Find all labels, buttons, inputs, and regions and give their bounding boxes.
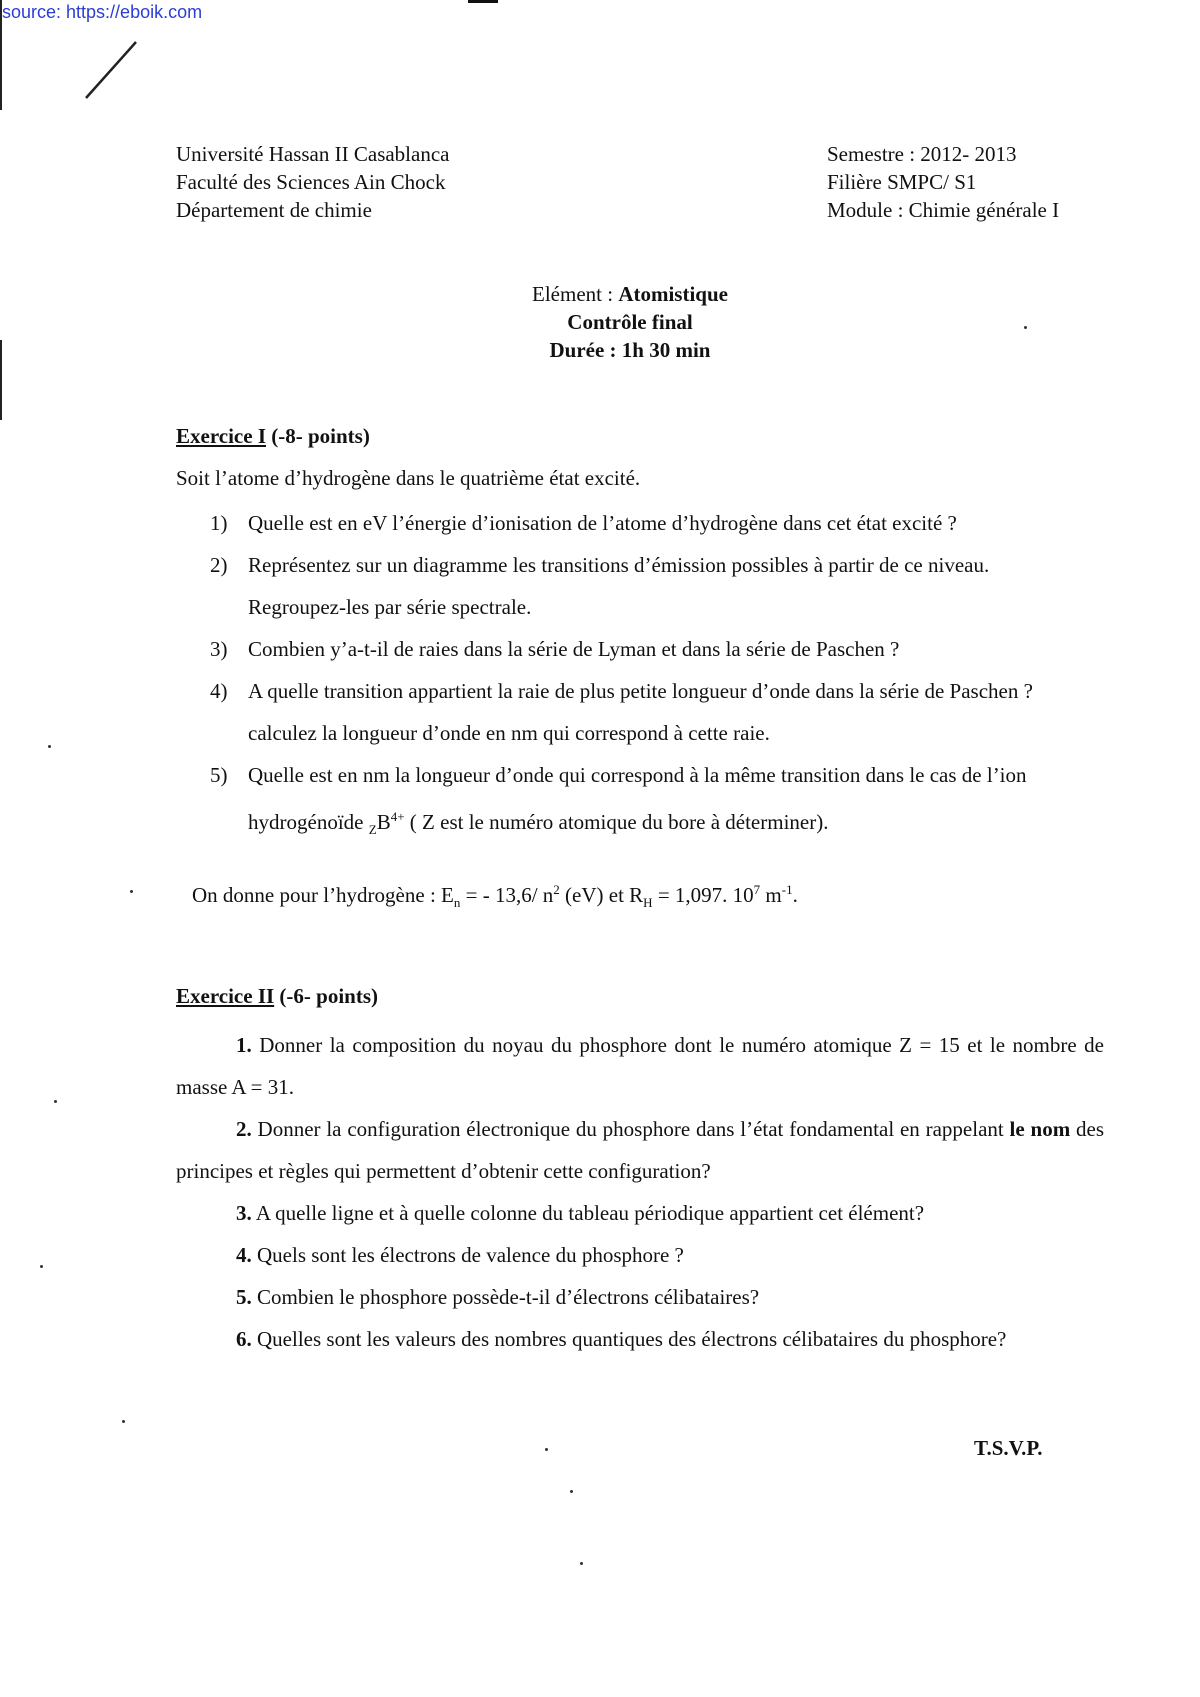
list-item: 2. Donner la configuration électronique du phosphore dans l’état fondamental en rappelant le nom des principes et règles qui permettent d’obtenir cette configuration?: [176, 1117, 1104, 1183]
university-name: Université Hassan II Casablanca: [176, 142, 450, 166]
list-item: 2) Représentez sur un diagramme les transitions d’émission possibles à partir de ce niveau. Regroupez-les par série spectrale.: [210, 553, 990, 619]
scan-speck: [545, 1448, 548, 1451]
exercise-1-questions: [210, 502, 1090, 851]
left-scan-bar: [0, 0, 2, 110]
element-line: Elément : Atomistique: [532, 282, 728, 306]
given-constants: On donne pour l’hydrogène : $E_n$ = - 13,6/ $n^2$ (eV) et $R_H = 1,097$. $10^7$ $m^{-1}$.: [192, 882, 798, 911]
list-item: 5) Quelle est en nm la longueur d’onde qui correspond à la même transition dans le cas de l’ion hydrogénoïde $_ZB^{4+}$ ( Z est le numéro atomique du bore à déterminer).: [210, 763, 1027, 838]
exam-title-block: [0, 280, 1200, 364]
list-item: 3. A quelle ligne et à quelle colonne du tableau périodique appartient cet élément?: [236, 1201, 925, 1225]
exercise-2-title: Exercice II (-6- points): [176, 984, 379, 1008]
scan-speck: [130, 890, 133, 893]
top-scan-mark: [468, 0, 498, 3]
scan-speck: [1024, 326, 1027, 329]
list-item: 4) A quelle transition appartient la raie de plus petite longueur d’onde dans la série de Paschen ? calculez la longueur d’onde en nm qui correspond à cette raie.: [210, 679, 1033, 745]
list-item: 5. Combien le phosphore possède-t-il d’électrons célibataires?: [236, 1285, 760, 1309]
scan-speck: [122, 1420, 125, 1423]
source-link[interactable]: source: https://eboik.com: [2, 2, 203, 22]
turn-page-note: T.S.V.P.: [974, 1436, 1043, 1460]
scan-speck: [570, 1490, 573, 1493]
program: Filière SMPC/ S1: [827, 170, 977, 194]
exam-type: Contrôle final: [567, 310, 693, 334]
list-item: 1) Quelle est en eV l’énergie d’ionisation de l’atome d’hydrogène dans cet état excité ?: [210, 511, 957, 535]
exercise-2-questions: [176, 1024, 1104, 1360]
scan-speck: [54, 1100, 57, 1103]
institution-header: [176, 140, 449, 224]
scan-speck: [40, 1265, 43, 1268]
exam-duration: Durée : 1h 30 min: [549, 338, 711, 362]
list-item: 1. Donner la composition du noyau du phosphore dont le numéro atomique Z = 15 et le nombre de masse A = 31.: [176, 1033, 1104, 1099]
scan-speck: [580, 1562, 583, 1565]
course-header: [827, 140, 1059, 224]
list-item: 3) Combien y’a-t-il de raies dans la série de Lyman et dans la série de Paschen ?: [210, 637, 900, 661]
department-name: Département de chimie: [176, 198, 372, 222]
faculty-name: Faculté des Sciences Ain Chock: [176, 170, 446, 194]
semester: Semestre : 2012- 2013: [827, 142, 1017, 166]
list-item: 4. Quels sont les électrons de valence du phosphore ?: [236, 1243, 684, 1267]
list-item: 6. Quelles sont les valeurs des nombres quantiques des électrons célibataires du phosphore?: [236, 1327, 1007, 1351]
exercise-1-title: Exercice I (-8- points): [176, 424, 370, 448]
exercise-1-intro: Soit l’atome d’hydrogène dans le quatrième état excité.: [176, 466, 641, 490]
module: Module : Chimie générale I: [827, 198, 1060, 222]
scan-speck: [48, 745, 51, 748]
pen-stroke-mark: [78, 40, 148, 102]
